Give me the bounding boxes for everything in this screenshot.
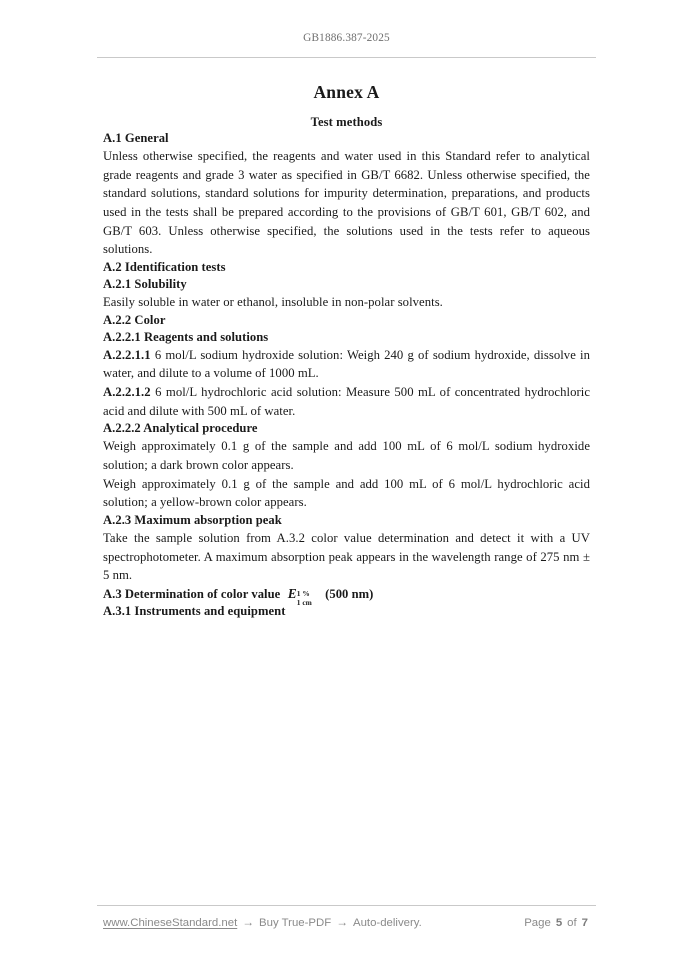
running-head-standard-number: GB1886.387-2025 xyxy=(303,32,390,44)
page-content xyxy=(103,78,590,620)
paragraph-a23-maximum-absorption-peak: Take the sample solution from A.3.2 color value determination and detect it with a UV spectrophotometer. A maximum absorption peak appears in the wavelength range of 275 nm ± 5 nm. xyxy=(103,531,590,583)
color-value-symbol-letter: E xyxy=(287,586,297,602)
footer-delivery-text: Auto-delivery. xyxy=(353,917,422,929)
footer-buy-text: Buy True-PDF xyxy=(259,917,332,929)
heading-a2-identification-tests: A.2 Identification tests xyxy=(103,260,226,275)
page-label: Page xyxy=(524,917,551,929)
heading-a31-instruments-and-equipment: A.3.1 Instruments and equipment xyxy=(103,604,286,619)
annex-subtitle: Test methods xyxy=(310,115,383,129)
color-value-symbol-superscript: 1 % xyxy=(296,588,310,598)
paragraph-a21-solubility: Easily soluble in water or ethanol, insoluble in non-polar solvents. xyxy=(103,295,443,310)
arrow-right-icon-2: → xyxy=(336,915,348,929)
page-total: 7 xyxy=(581,917,588,929)
annex-title: Annex A xyxy=(313,82,380,102)
heading-a221-reagents-and-solutions: A.2.2.1 Reagents and solutions xyxy=(103,329,269,344)
runin-label-a2211: A.2.2.1.1 xyxy=(103,347,151,362)
page-footer xyxy=(103,915,590,929)
footer-website-link[interactable]: www.ChineseStandard.net xyxy=(103,917,238,929)
paragraph-a222-first: Weigh approximately 0.1 g of the sample and add 100 mL of 6 mol/L sodium hydroxide solution; a dark brown color appears. xyxy=(103,439,590,473)
heading-a3-text: A.3 Determination of color value xyxy=(103,587,281,602)
paragraph-a222-second: Weigh approximately 0.1 g of the sample and add 100 mL of 6 mol/L hydrochloric acid solution; a yellow-brown color appears. xyxy=(103,476,590,510)
paragraph-a1-general: Unless otherwise specified, the reagents and water used in this Standard refer to analytical grade reagents and grade 3 water as specified in GB/T 6682. Unless otherwise specified, the standard solutions, standard solutions for impurity determination, preparations, and products used in the tests shall be prepared according to the provisions of GB/T 601, GB/T 602, and GB/T 603. Unless otherwise specified, the solutions used in the tests refer to aqueous solutions. xyxy=(103,149,590,257)
runin-body-a2211: 6 mol/L sodium hydroxide solution: Weigh 240 g of sodium hydroxide, dissolve in water, and dilute to a volume of 1000 mL. xyxy=(103,347,590,381)
heading-a21-solubility: A.2.1 Solubility xyxy=(103,277,187,292)
footer-promo xyxy=(103,915,422,929)
heading-a23-maximum-absorption-peak: A.2.3 Maximum absorption peak xyxy=(103,513,282,528)
paragraph-a2211 xyxy=(103,346,590,383)
heading-a3-wavelength: (500 nm) xyxy=(325,587,374,602)
runin-label-a2212: A.2.2.1.2 xyxy=(103,385,151,400)
heading-a22-color: A.2.2 Color xyxy=(103,312,166,327)
color-value-symbol xyxy=(287,585,318,608)
paragraph-a2212 xyxy=(103,383,590,420)
heading-a222-analytical-procedure: A.2.2.2 Analytical procedure xyxy=(103,421,258,436)
footer-divider xyxy=(97,905,596,906)
header-divider xyxy=(97,57,596,58)
heading-a3-determination-of-color-value xyxy=(103,585,590,608)
heading-a1-general: A.1 General xyxy=(103,131,169,145)
page-number xyxy=(524,917,590,929)
runin-body-a2212: 6 mol/L hydrochloric acid solution: Measure 500 mL of concentrated hydrochloric acid and dilute with 500 mL of water. xyxy=(103,385,590,418)
page-of-label: of xyxy=(567,917,577,929)
color-value-symbol-subscript: 1 cm xyxy=(296,598,312,608)
page-current: 5 xyxy=(555,917,563,929)
arrow-right-icon: → xyxy=(242,915,255,929)
